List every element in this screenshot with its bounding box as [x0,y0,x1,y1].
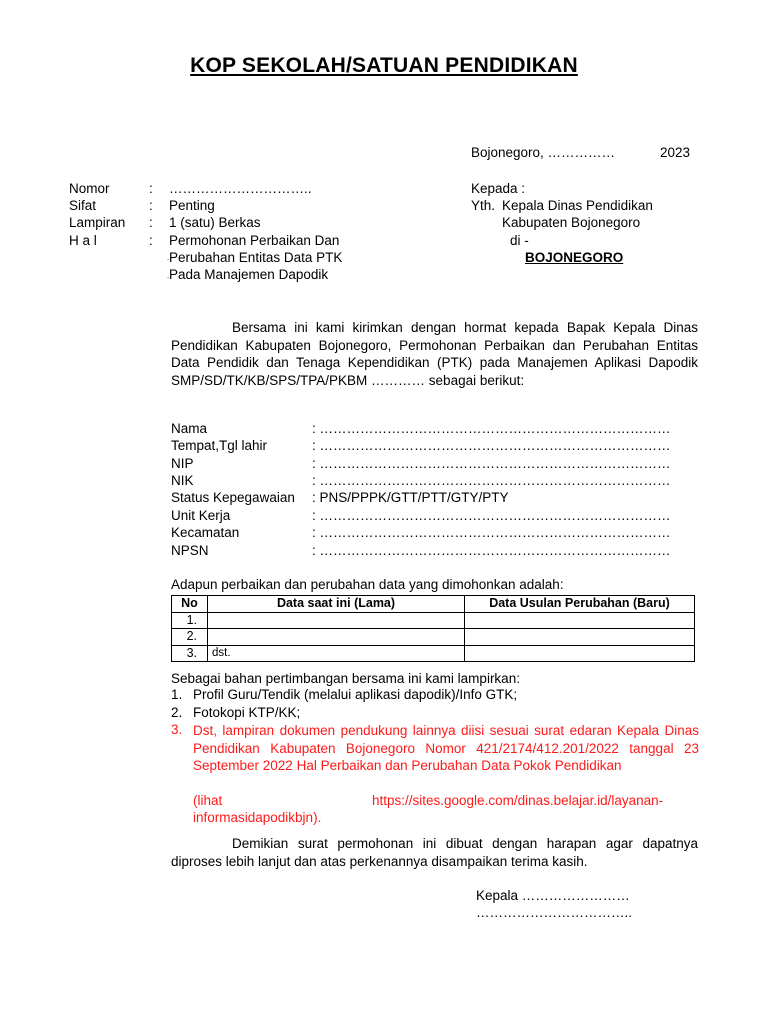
attachment-item: Fotokopi KTP/KK; [193,705,301,720]
identity-value-unit: : …………………………………………………………………… [312,508,671,523]
closing-paragraph [171,835,698,870]
identity-value-status: : PNS/PPPK/GTT/PTT/GTY/PTY [312,490,509,505]
closing-paragraph-text: Demikian surat permohonan ini dibuat dengan harapan agar dapatnya diproses lebih lanjut dan atas perkenannya disampaikan terima kasih. [171,836,698,869]
cell-lama [208,629,465,646]
field-colon: : [149,181,153,196]
table-header-row [172,596,695,613]
field-label-lampiran: Lampiran [69,215,126,230]
table-row [172,629,695,646]
header-no: No [172,596,208,613]
opening-paragraph [171,319,698,389]
identity-label-unit: Unit Kerja [171,508,231,523]
place-date: Bojonegoro, …………… [471,145,616,160]
attachment-item: Profil Guru/Tendik (melalui aplikasi dapodik)/Info GTK; [193,687,518,702]
recipient-kepada: Kepada : [471,181,526,196]
attachment-num: 2. [171,705,183,720]
identity-value-ttl: : …………………………………………………………………… [312,438,671,453]
letter-year: 2023 [660,145,691,160]
cell-no: 3. [172,645,208,662]
recipient-yth: Yth. [471,198,496,213]
cell-baru [465,629,695,646]
attachment-num: 1. [171,687,183,702]
attachment-link-url-cont[interactable]: informasidapodikbjn). [193,810,322,825]
recipient-city: BOJONEGORO [525,250,624,265]
identity-value-nip: : …………………………………………………………………… [312,456,671,471]
field-colon: : [149,198,153,213]
cell-baru [465,645,695,662]
table-row [172,645,695,662]
attachments-intro: Sebagai bahan pertimbangan bersama ini kami lampirkan: [171,671,520,686]
field-colon: : [149,215,153,230]
cell-lama: dst. [208,645,465,662]
field-label-sifat: Sifat [69,198,97,213]
identity-label-nik: NIK [171,473,194,488]
signature-name: …………………………….. [476,905,633,920]
identity-value-npsn: : …………………………………………………………………… [312,543,671,558]
header-baru: Data Usulan Perubahan (Baru) [465,596,695,613]
attachment-link-prefix: (lihat [193,793,223,808]
identity-label-nip: NIP [171,456,194,471]
signature-title: Kepala …………………… [476,888,630,903]
change-request-table [171,595,695,662]
field-value-lampiran: 1 (satu) Berkas [169,215,261,230]
field-colon: : [149,233,153,248]
stray-mark: ˙ [167,276,170,286]
attachment-red-text: Dst, lampiran dokumen pendukung lainnya diisi sesuai surat edaran Kepala Dinas Pendidikan Kabupaten Bojonegoro Nomor 421/2174/412.201/2022 tanggal 23 September 2022 Hal Perbaikan dan Perubahan Data Pokok Pendidikan [193,723,699,773]
field-value-hal-line2: Perubahan Entitas Data PTK [169,250,343,265]
identity-value-kecamatan: : …………………………………………………………………… [312,525,671,540]
cell-no: 2. [172,629,208,646]
field-value-sifat: Penting [169,198,215,213]
identity-value-nama: : …………………………………………………………………… [312,421,671,436]
stray-mark: ˙ [167,258,170,268]
cell-baru [465,612,695,629]
recipient-line1: Kepala Dinas Pendidikan [502,198,653,213]
table-row [172,612,695,629]
field-value-hal: Permohonan Perbaikan Dan [169,233,340,248]
cell-lama [208,612,465,629]
recipient-di: di - [510,233,529,248]
attachment-num-red: 3. [171,722,183,737]
identity-value-nik: : …………………………………………………………………… [312,473,671,488]
field-label-nomor: Nomor [69,181,110,196]
field-value-hal-line3: Pada Manajemen Dapodik [169,267,329,282]
identity-label-nama: Nama [171,421,208,436]
identity-label-kecamatan: Kecamatan [171,525,240,540]
field-value-nomor: ………………………….. [169,181,312,196]
identity-label-status: Status Kepegawaian [171,490,295,505]
identity-label-npsn: NPSN [171,543,209,558]
recipient-line2: Kabupaten Bojonegoro [502,215,641,230]
attachment-link-url[interactable]: https://sites.google.com/dinas.belajar.id/layanan- [372,793,664,808]
header-lama: Data saat ini (Lama) [208,596,465,613]
cell-no: 1. [172,612,208,629]
field-label-hal: H a l [69,233,97,248]
opening-paragraph-text: Bersama ini kami kirimkan dengan hormat kepada Bapak Kepala Dinas Pendidikan Kabupaten Bojonegoro, Permohonan Perbaikan dan Perubahan Entitas Data Pendidik dan Tenaga Kependidikan (PTK) pada Manajemen Aplikasi Dapodik SMP/SD/TK/KB/SPS/TPA/PKBM ………… sebagai berikut: [171,320,698,388]
table-intro: Adapun perbaikan dan perubahan data yang dimohonkan adalah: [171,577,564,592]
letterhead-title: KOP SEKOLAH/SATUAN PENDIDIKAN [190,54,578,77]
identity-label-ttl: Tempat,Tgl lahir [171,438,268,453]
